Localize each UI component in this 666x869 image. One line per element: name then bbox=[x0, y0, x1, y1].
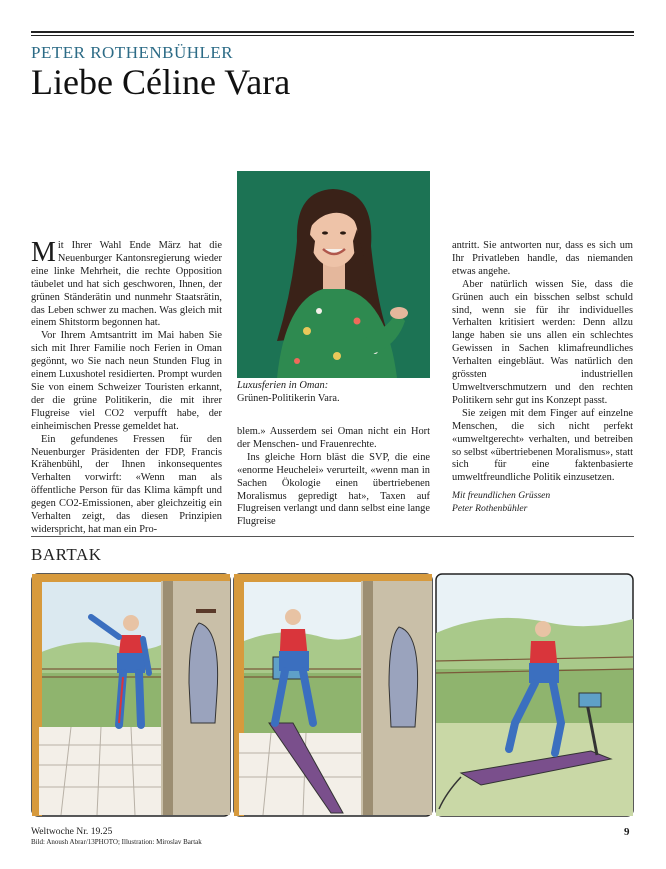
author-name: PETER ROTHENBÜHLER bbox=[31, 43, 234, 62]
paragraph: Ins gleiche Horn bläst die SVP, die eine «enorme Heuchelei» verurteilt, «wenn man in Sachen Ökologie einen übertriebenen Moralismus gepredigt hat», Taxen auf Flugreisen verlangt und dann selbst eine lange Flugreise bbox=[237, 451, 430, 528]
signoff-greeting: Mit freundlichen Grüssen bbox=[452, 490, 551, 501]
paragraph: Sie zeigen mit dem Finger auf einzelne Menschen, die sich nicht perfekt «umweltgerecht» verhalten, und betreiben so selbst «übertriebenen Moralismus», statt sich für eine faktenbasierte umweltfreundliche Politik einzusetzen. bbox=[452, 407, 633, 484]
article-column-1 bbox=[31, 237, 222, 537]
article-column-3 bbox=[452, 240, 633, 485]
drop-cap: M bbox=[31, 237, 56, 268]
top-rule-thin bbox=[31, 35, 634, 36]
photo-caption-text: Grünen-Politikerin Vara. bbox=[237, 393, 340, 404]
portrait-illustration bbox=[237, 171, 430, 378]
paragraph: blem.» Ausserdem sei Oman nicht ein Hort der Menschen- und Frauenrechte. bbox=[237, 426, 430, 450]
signoff-author: Peter Rothenbühler bbox=[452, 503, 528, 514]
cartoon-panel-1 bbox=[32, 574, 230, 816]
cartoon-panel-2 bbox=[234, 574, 432, 816]
paragraph: Ein gefundenes Fressen für den Neuenburger Präsidenten der FDP, Francis Krähenbühl, der Ihnen inkonsequentes Verhalten vorwirft: «Wenn man als öffentliche Person für das Klima kämpft und gegen CO2-Emissionen, aber gleichzeitig ein Verhalten zeigt, das diesen Prinzipien widerspricht, hat man ein Pro- bbox=[31, 433, 222, 535]
paragraph: antritt. Sie antworten nur, dass es sich um Ihr Privatleben handle, das niemanden etwas angehe. bbox=[452, 240, 633, 277]
article-headline: Liebe Céline Vara bbox=[31, 62, 291, 102]
page-footer bbox=[31, 826, 202, 848]
paragraph: Vor Ihrem Amtsantritt im Mai haben Sie sich mit Ihrer Familie noch Ferien in Oman gegönnt, wo Sie nach neun Stunden Flug in einem Luxushotel residierten. Prompt wurden Sie von einem Schweizer Touristen erkannt, der die grüne Politikerin, die mit ihrer Flugreise viel CO2 verpufft habe, der einheimischen Presse gemeldet hat. bbox=[31, 330, 222, 432]
top-rule bbox=[31, 31, 634, 33]
cartoon-illustration bbox=[31, 573, 634, 817]
article-column-2 bbox=[237, 426, 430, 529]
cartoon-panel-3 bbox=[436, 574, 633, 816]
issue-label: Weltwoche Nr. 19.25 bbox=[31, 826, 113, 837]
photo-caption bbox=[237, 379, 430, 405]
page-number: 9 bbox=[624, 826, 630, 838]
portrait-photo bbox=[237, 171, 430, 378]
image-credit: Bild: Anoush Abrar/13PHOTO; Illustration: Miroslav Bartak bbox=[31, 838, 202, 846]
section-divider bbox=[31, 536, 634, 537]
paragraph bbox=[31, 237, 222, 330]
cartoon-strip bbox=[31, 573, 634, 817]
cartoon-label: BARTAK bbox=[31, 545, 102, 564]
article-signoff bbox=[452, 489, 550, 515]
paragraph: Aber natürlich wissen Sie, dass die Grünen auch ein bisschen selbst schuld sind, wenn sie für ihr individuelles Verhalten kritisiert werden: Denn allzu lange haben sie uns allen ein schlechtes Gewissen in Sachen klimafreundliches Verhalten eingebläut. Was natürlich den grössten industriellen Umweltverschmutzern und den rechten Politikern sehr gut ins Konzept passt. bbox=[452, 278, 633, 406]
photo-caption-title: Luxusferien in Oman: bbox=[237, 380, 329, 391]
paragraph-text: it Ihrer Wahl Ende März hat die Neuenburger Kantonsregierung wieder eine linke Mehrheit, die rechte Opposition täubelet und hat sich geschworen, Ihnen, der grünen Ständerätin und nunmehr Staatsrätin, das Leben schwer zu machen. Was gleich mit einem Shitstorm begonnen hat. bbox=[31, 240, 222, 329]
